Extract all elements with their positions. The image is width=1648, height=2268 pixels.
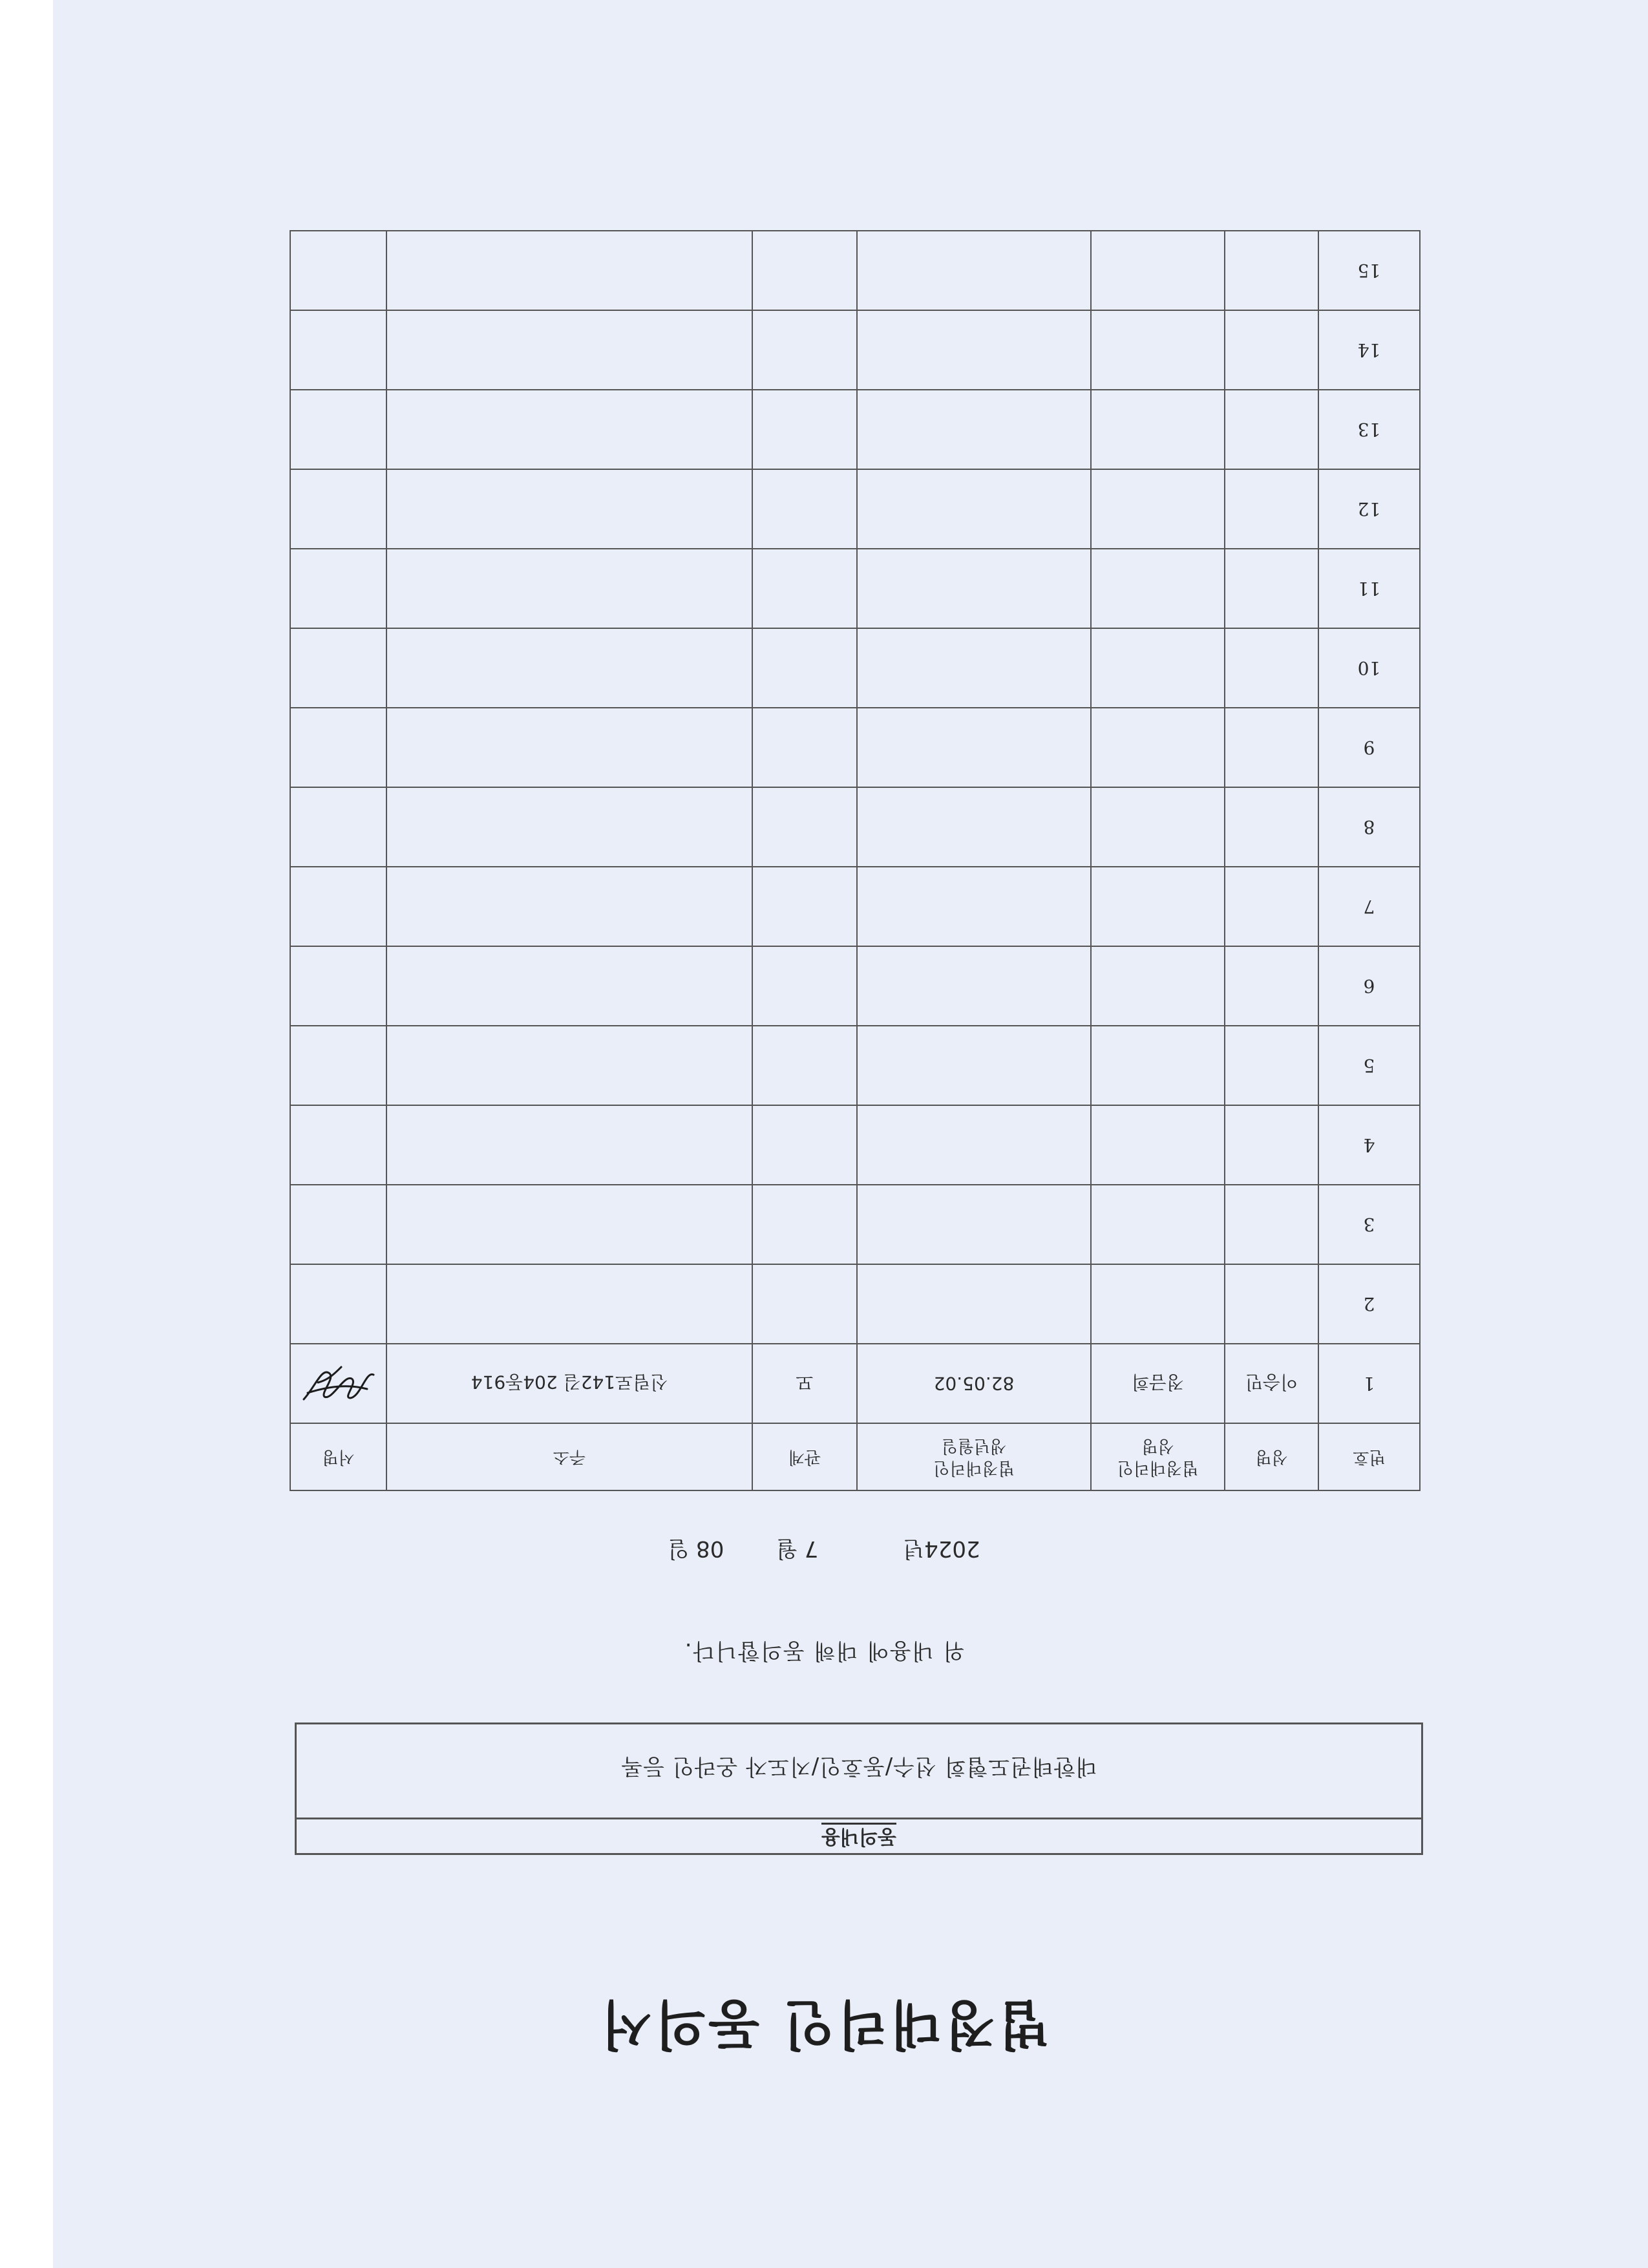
cell-signature xyxy=(290,946,386,1026)
signature-icon xyxy=(297,1355,381,1413)
table-row xyxy=(290,231,1420,310)
cell-guardian-name xyxy=(1091,1105,1225,1185)
cell-guardian-birth xyxy=(857,390,1091,469)
cell-no: 11 xyxy=(1318,549,1420,628)
cell-guardian-birth xyxy=(857,1105,1091,1185)
header-guardian-birth: 법정대리인 생년월일 xyxy=(857,1423,1091,1490)
cell-name xyxy=(1225,549,1318,628)
cell-guardian-name xyxy=(1091,787,1225,867)
cell-name xyxy=(1225,390,1318,469)
cell-name xyxy=(1225,1105,1318,1185)
cell-signature xyxy=(290,787,386,867)
cell-address xyxy=(386,946,752,1026)
cell-relation xyxy=(752,1026,857,1105)
cell-address xyxy=(386,1026,752,1105)
cell-address xyxy=(386,469,752,549)
table-row xyxy=(290,946,1420,1026)
cell-signature xyxy=(290,1185,386,1264)
cell-name xyxy=(1225,1185,1318,1264)
header-no: 번호 xyxy=(1318,1423,1420,1490)
consent-heading: 동의내용 xyxy=(297,1818,1421,1853)
cell-name xyxy=(1225,628,1318,708)
cell-guardian-name xyxy=(1091,231,1225,310)
cell-no: 8 xyxy=(1318,787,1420,867)
date-year: 2024년 xyxy=(903,1536,980,1562)
table-row xyxy=(290,1344,1420,1423)
table-row xyxy=(290,708,1420,787)
header-guardian-name: 법정대리인 성명 xyxy=(1091,1423,1225,1490)
cell-guardian-birth xyxy=(857,549,1091,628)
scan-edge xyxy=(0,0,53,2268)
cell-address xyxy=(386,549,752,628)
cell-guardian-birth xyxy=(857,310,1091,390)
cell-relation xyxy=(752,469,857,549)
cell-no: 13 xyxy=(1318,390,1420,469)
cell-no: 4 xyxy=(1318,1105,1420,1185)
cell-relation xyxy=(752,1185,857,1264)
cell-no: 2 xyxy=(1318,1264,1420,1344)
cell-guardian-name xyxy=(1091,390,1225,469)
agreement-statement: 위 내용에 대해 동의합니다. xyxy=(683,1638,965,1664)
cell-no: 7 xyxy=(1318,867,1420,946)
cell-relation xyxy=(752,708,857,787)
cell-guardian-name xyxy=(1091,867,1225,946)
cell-signature xyxy=(290,708,386,787)
cell-address xyxy=(386,310,752,390)
cell-address xyxy=(386,867,752,946)
cell-signature xyxy=(290,310,386,390)
cell-address xyxy=(386,787,752,867)
cell-relation xyxy=(752,1264,857,1344)
table-row xyxy=(290,1264,1420,1344)
cell-no: 15 xyxy=(1318,231,1420,310)
cell-signature xyxy=(290,469,386,549)
cell-guardian-birth xyxy=(857,787,1091,867)
cell-guardian-birth xyxy=(857,867,1091,946)
cell-signature xyxy=(290,390,386,469)
table-header-row xyxy=(290,1423,1420,1490)
cell-signature xyxy=(290,1105,386,1185)
cell-signature xyxy=(290,549,386,628)
cell-no: 12 xyxy=(1318,469,1420,549)
cell-address xyxy=(386,708,752,787)
cell-guardian-birth xyxy=(857,1264,1091,1344)
consent-box xyxy=(295,1722,1423,1855)
cell-guardian-birth xyxy=(857,469,1091,549)
table-row xyxy=(290,1105,1420,1185)
cell-guardian-birth xyxy=(857,946,1091,1026)
cell-address xyxy=(386,1264,752,1344)
cell-guardian-birth xyxy=(857,231,1091,310)
cell-address xyxy=(386,628,752,708)
cell-name xyxy=(1225,231,1318,310)
header-relation: 관계 xyxy=(752,1423,857,1490)
cell-guardian-birth xyxy=(857,708,1091,787)
cell-name xyxy=(1225,469,1318,549)
cell-guardian-birth: 82.05.02 xyxy=(857,1344,1091,1423)
cell-signature xyxy=(290,628,386,708)
cell-no: 14 xyxy=(1318,310,1420,390)
cell-no: 9 xyxy=(1318,708,1420,787)
cell-name xyxy=(1225,787,1318,867)
cell-relation xyxy=(752,628,857,708)
table-row xyxy=(290,549,1420,628)
cell-name xyxy=(1225,1264,1318,1344)
cell-relation xyxy=(752,946,857,1026)
cell-guardian-name xyxy=(1091,1264,1225,1344)
cell-guardian-name xyxy=(1091,946,1225,1026)
cell-guardian-name xyxy=(1091,310,1225,390)
header-name: 성명 xyxy=(1225,1423,1318,1490)
cell-relation: 모 xyxy=(752,1344,857,1423)
cell-address xyxy=(386,231,752,310)
cell-relation xyxy=(752,390,857,469)
cell-signature xyxy=(290,867,386,946)
cell-name xyxy=(1225,1026,1318,1105)
cell-guardian-name xyxy=(1091,549,1225,628)
cell-address xyxy=(386,1105,752,1185)
cell-guardian-name xyxy=(1091,628,1225,708)
date-day: 08 일 xyxy=(668,1536,724,1562)
cell-name xyxy=(1225,310,1318,390)
table-row xyxy=(290,1026,1420,1105)
cell-guardian-name xyxy=(1091,708,1225,787)
cell-guardian-birth xyxy=(857,1185,1091,1264)
cell-relation xyxy=(752,787,857,867)
cell-name xyxy=(1225,946,1318,1026)
cell-guardian-birth xyxy=(857,1026,1091,1105)
cell-signature xyxy=(290,1264,386,1344)
cell-name xyxy=(1225,867,1318,946)
cell-relation xyxy=(752,867,857,946)
table-row xyxy=(290,1185,1420,1264)
cell-guardian-name xyxy=(1091,1185,1225,1264)
cell-guardian-name xyxy=(1091,1026,1225,1105)
table-row xyxy=(290,390,1420,469)
table-row xyxy=(290,310,1420,390)
cell-no: 5 xyxy=(1318,1026,1420,1105)
table-row xyxy=(290,469,1420,549)
cell-no: 3 xyxy=(1318,1185,1420,1264)
date-month: 7 월 xyxy=(776,1536,819,1562)
table-row xyxy=(290,628,1420,708)
consent-body: 대한태권도협회 선수/동호인/지도자 온라인 등록 xyxy=(620,1754,1097,1780)
cell-address: 신림로142길 204동914 xyxy=(386,1344,752,1423)
table-row xyxy=(290,787,1420,867)
cell-guardian-name xyxy=(1091,469,1225,549)
cell-relation xyxy=(752,310,857,390)
cell-no: 6 xyxy=(1318,946,1420,1026)
document-title: 법정대리인 동의서 xyxy=(598,1993,1050,2055)
date-line xyxy=(0,1535,1648,1567)
cell-signature xyxy=(290,1344,386,1423)
cell-name xyxy=(1225,708,1318,787)
cell-address xyxy=(386,390,752,469)
cell-guardian-name: 정금희 xyxy=(1091,1344,1225,1423)
cell-relation xyxy=(752,231,857,310)
cell-relation xyxy=(752,1105,857,1185)
header-address: 주소 xyxy=(386,1423,752,1490)
header-signature: 서명 xyxy=(290,1423,386,1490)
cell-signature xyxy=(290,231,386,310)
cell-signature xyxy=(290,1026,386,1105)
cell-address xyxy=(386,1185,752,1264)
cell-name: 이승민 xyxy=(1225,1344,1318,1423)
cell-no: 10 xyxy=(1318,628,1420,708)
cell-guardian-birth xyxy=(857,628,1091,708)
cell-relation xyxy=(752,549,857,628)
guardian-table xyxy=(290,230,1421,1491)
table-row xyxy=(290,867,1420,946)
cell-no: 1 xyxy=(1318,1344,1420,1423)
